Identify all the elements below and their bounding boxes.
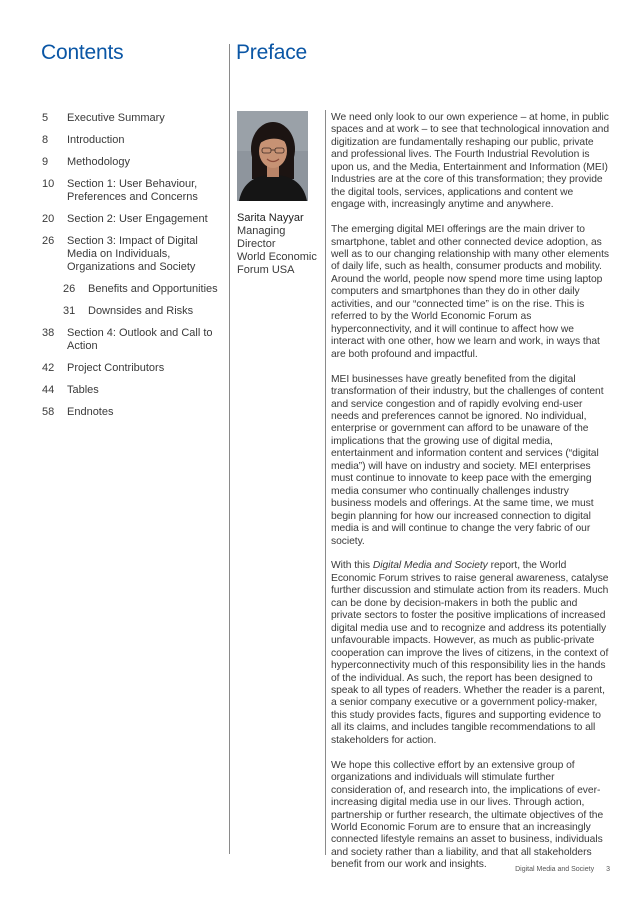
- author-caption: [237, 212, 325, 277]
- toc-label: Endnotes: [67, 406, 114, 418]
- preface-body: [331, 112, 610, 884]
- toc-item-tables[interactable]: [42, 384, 227, 406]
- toc-label: Section 3: Impact of Digital Media on Individuals, Organizations and Society: [67, 235, 198, 273]
- toc-item-benefits[interactable]: [42, 283, 227, 305]
- toc-item-endnotes[interactable]: [42, 406, 227, 428]
- page-footer: [515, 866, 610, 873]
- column-divider: [229, 44, 230, 854]
- author-organization: World Economic Forum USA: [237, 251, 317, 276]
- toc-label: Downsides and Risks: [88, 305, 194, 317]
- report-title-italic: Digital Media and Society: [372, 560, 488, 572]
- toc-item-section-3[interactable]: [42, 235, 227, 283]
- footer-report-title: Digital Media and Society: [515, 866, 595, 873]
- toc-item-methodology[interactable]: [42, 156, 227, 178]
- preface-paragraph-5: We hope this collective effort by an extensive group of organizations and individuals will stimulate further consideration of, and research into, the implications of ever-increasing digital media use in our lives. Through action, partnership or further research, the ultimate objectives of the World Economic Forum are to ensure that an increasingly connected lifestyle remains an asset to business, individuals and society rather than a liability, and that all stakeholders benefit from our work and insights.: [331, 759, 604, 871]
- toc-page-number: 10: [42, 178, 55, 190]
- toc-page-number: 26: [63, 283, 76, 295]
- preface-paragraph-4: [331, 560, 610, 747]
- toc-label: Introduction: [67, 134, 125, 146]
- toc-page-number: 31: [63, 305, 76, 317]
- toc-page-number: 42: [42, 362, 55, 374]
- toc-page-number: 26: [42, 235, 55, 247]
- paragraph-4-rest: report, the World Economic Forum strives to raise general awareness, catalyse further discussion and stimulate action from its readers. Much can be done by decision-makers in both the public and private sectors to foster the positive implications of increased digital media use and to recognize and address its potentially unfavourable impacts. However, as much as public-private cooperation can improve the lives of citizens, in the context of hyperconnectivity much of this responsibility lies in the hands of the individual. As such, the report has been designed to speak to all types of readers. Whether the reader is a parent, a senior company executive or a government policy-maker, this study provides facts, figures and supporting evidence to all its claims, and includes tangible recommendations to all stakeholders for action.: [331, 560, 609, 746]
- author-name: Sarita Nayyar: [237, 212, 304, 224]
- toc-page-number: 38: [42, 327, 55, 339]
- toc-item-section-2[interactable]: [42, 213, 227, 235]
- toc-label: Benefits and Opportunities: [88, 283, 218, 295]
- toc-label: Executive Summary: [67, 112, 165, 124]
- toc-label: Section 2: User Engagement: [67, 213, 208, 225]
- preface-title: Preface: [236, 41, 307, 64]
- toc-label: Project Contributors: [67, 362, 165, 374]
- preface-paragraph-2: The emerging digital MEI offerings are the main driver to smartphone, tablet and other connected device adoption, as well as to our changing relationship with many other elements of daily life, such as health, consumer products and mobility. Around the world, people now spend more time using laptop computers and smartphones than they do in other daily activities, and our “connected time” is on the rise. This is referred to by the World Economic Forum as hyperconnectivity, and it will continue to affect how we interact with one other, how we learn and work, in ways that are both profound and impactful.: [331, 224, 609, 360]
- toc-page-number: 44: [42, 384, 55, 396]
- toc-label: Section 1: User Behaviour, Preferences and Concerns: [67, 178, 198, 203]
- toc-page-number: 20: [42, 213, 55, 225]
- preface-paragraph-1: We need only look to our own experience – at home, in public spaces and at work – to see that technological innovation and digitization are fundamentally reshaping our public, private and professional lives. The Fourth Industrial Revolution is upon us, and the Media, Entertainment and Information (MEI) Industries are at the core of this transformation; they provide the digital tools, services, applications and content we engage with, increasingly anytime and anywhere.: [331, 112, 610, 211]
- toc-page-number: 58: [42, 406, 55, 418]
- toc-item-section-1[interactable]: [42, 178, 227, 213]
- toc-item-section-4[interactable]: [42, 327, 227, 362]
- toc-item-project-contributors[interactable]: [42, 362, 227, 384]
- toc-item-executive-summary[interactable]: [42, 112, 227, 134]
- author-portrait: [237, 111, 308, 201]
- paragraph-4-lead: With this: [331, 560, 373, 572]
- table-of-contents: [42, 112, 227, 428]
- author-role: Managing Director: [237, 225, 286, 250]
- toc-page-number: 9: [42, 156, 49, 168]
- contents-title: Contents: [41, 41, 124, 64]
- toc-label: Methodology: [67, 156, 130, 168]
- toc-label: Section 4: Outlook and Call to Action: [67, 327, 213, 352]
- preface-paragraph-3: MEI businesses have greatly benefited from the digital transformation of their industry, but the challenges of content and service congestion and of rapidly evolving end-user needs and preferences cannot be ignored. No individual, enterprise or government can afford to be unaware of the implications that the growing use of digital media, entertainment and information content and services (“digital media”) will have on industry and society. MEI enterprises must continue to innovate to keep pace with the emerging media consumer who continually challenges industry business models and offerings. At the same time, we must begin planning for how our increased connection to digital media is and will continue to change the very fabric of our society.: [331, 373, 604, 547]
- toc-label: Tables: [67, 384, 99, 396]
- footer-page-number: 3: [606, 866, 610, 873]
- toc-page-number: 5: [42, 112, 49, 124]
- toc-page-number: 8: [42, 134, 49, 146]
- body-divider: [325, 110, 326, 855]
- portrait-image: [237, 111, 308, 201]
- toc-item-downsides[interactable]: [42, 305, 227, 327]
- toc-item-introduction[interactable]: [42, 134, 227, 156]
